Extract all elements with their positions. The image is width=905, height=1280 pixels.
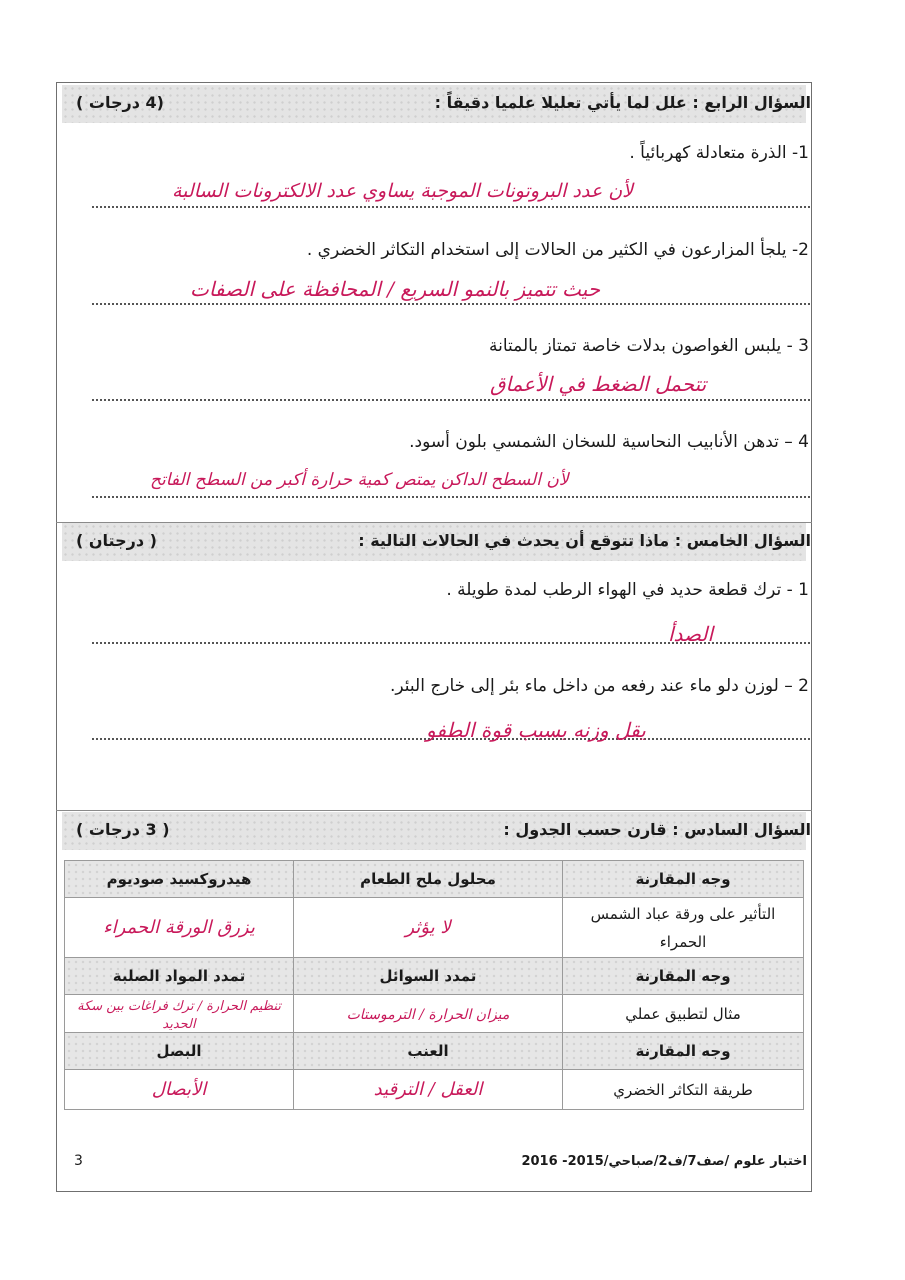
comparison-table (64, 860, 804, 1110)
question-5-title: السؤال الخامس : ماذا تتوقع أن يحدث في الحالات التالية : (358, 531, 811, 550)
question-5-item-1: 1 - ترك قطعة حديد في الهواء الرطب لمدة طويلة . (446, 580, 809, 600)
page-number: 3 (74, 1153, 83, 1169)
question-5-marks: ( درجتان ) (76, 531, 157, 550)
table-header-cell: هيدروكسيد صوديوم (65, 861, 294, 898)
question-6-marks: ( 3 درجات ) (76, 820, 170, 839)
table-header-cell: العنب (294, 1033, 563, 1070)
question-4-item-4: 4 – تدهن الأنابيب النحاسية للسخان الشمسي بلون أسود. (409, 432, 809, 452)
question-4-item-2: 2- يلجأ المزارعون في الكثير من الحالات إلى استخدام التكاثر الخضري . (306, 240, 809, 260)
table-answer-cell (294, 898, 563, 958)
table-header-cell: تمدد المواد الصلبة (65, 958, 294, 995)
table-answer-cell (65, 898, 294, 958)
handwritten-answer-5-2: يقل وزنه بسبب قوة الطفو (426, 718, 646, 742)
handwritten-answer: لا يؤثر (405, 917, 451, 938)
table-answer-cell (65, 1070, 294, 1110)
table-header-cell: تمدد السوائل (294, 958, 563, 995)
footer-exam-info: اختبار علوم /صف7/ف2/صباحي/2015- 2016 (521, 1154, 807, 1169)
question-5-item-2: 2 – لوزن دلو ماء عند رفعه من داخل ماء بئر إلى خارج البئر. (389, 676, 809, 696)
table-answer-cell (65, 995, 294, 1033)
table-header-cell: وجه المقارنة (563, 861, 804, 898)
handwritten-answer-4-4: لأن السطح الداكن يمتص كمية حرارة أكبر من السطح الفاتح (150, 470, 569, 490)
question-4-title: السؤال الرابع : علل لما يأتي تعليلا علميا دقيقاً : (434, 93, 811, 112)
table-header-cell: البصل (65, 1033, 294, 1070)
handwritten-answer: العقل / الترقيد (373, 1079, 483, 1100)
handwritten-answer: الأبصال (151, 1079, 207, 1100)
table-key-cell: التأثير على ورقة عباد الشمس الحمراء (563, 898, 804, 958)
table-row (65, 1070, 804, 1110)
table-key-cell: طريقة التكاثر الخضري (563, 1070, 804, 1110)
table-row (65, 995, 804, 1033)
table-header-row (65, 958, 804, 995)
table-header-cell: وجه المقارنة (563, 958, 804, 995)
question-6-title: السؤال السادس : قارن حسب الجدول : (503, 820, 811, 839)
table-header-row (65, 1033, 804, 1070)
handwritten-answer: ميزان الحرارة / الترموستات (346, 1006, 510, 1023)
table-header-row (65, 861, 804, 898)
handwritten-answer-4-2: حيث تتميز بالنمو السريع / المحافظة على الصفات (190, 277, 601, 301)
table-answer-cell (294, 995, 563, 1033)
table-header-cell: محلول ملح الطعام (294, 861, 563, 898)
handwritten-answer-5-1: الصدأ (668, 622, 714, 646)
table-header-cell: وجه المقارنة (563, 1033, 804, 1070)
question-4-item-3: 3 - يلبس الغواصون بدلات خاصة تمتاز بالمتانة (488, 336, 809, 356)
handwritten-answer: تنظيم الحرارة / ترك فراغات بين سكة الحديد (77, 998, 281, 1032)
section-divider (56, 810, 812, 811)
handwritten-answer-4-3: تتحمل الضغط في الأعماق (490, 372, 707, 396)
table-answer-cell (294, 1070, 563, 1110)
handwritten-answer-4-1: لأن عدد البروتونات الموجبة يساوي عدد الالكترونات السالبة (172, 180, 634, 202)
table-row (65, 898, 804, 958)
handwritten-answer: يزرق الورقة الحمراء (103, 917, 255, 938)
table-key-cell: مثال لتطبيق عملي (563, 995, 804, 1033)
question-4-item-1: 1- الذرة متعادلة كهربائياً . (629, 143, 809, 163)
question-4-marks: (4 درجات ) (76, 93, 164, 112)
